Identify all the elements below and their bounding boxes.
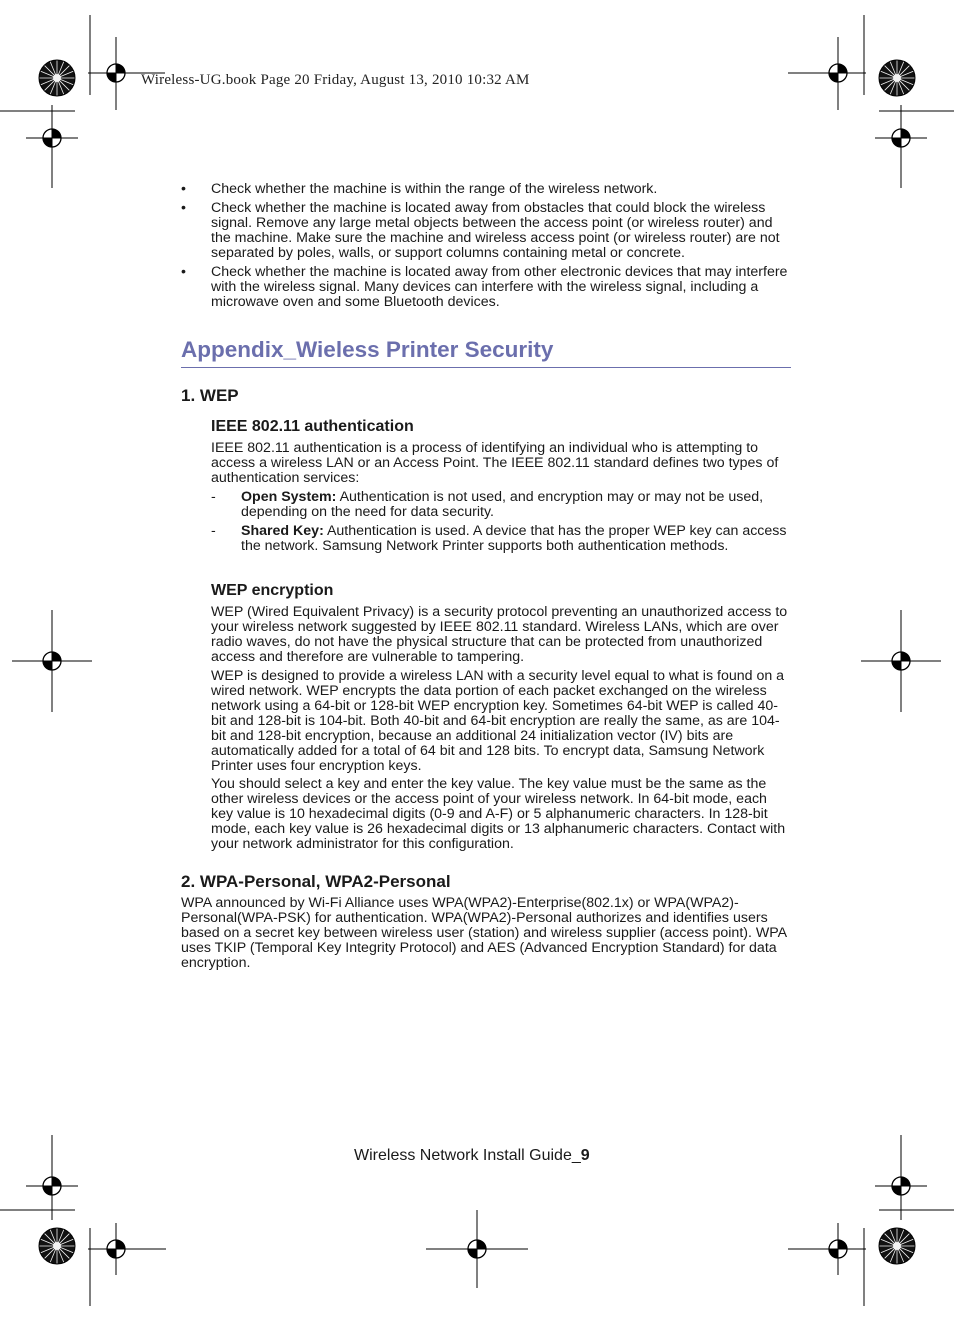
- intro-bullet-list: [181, 182, 791, 314]
- page-footer: [354, 1147, 590, 1165]
- list-item: [181, 201, 791, 261]
- wep-paragraph-3: You should select a key and enter the key value. The key value must be the same as the other wireless devices or the access point of your wireless network. In 64-bit mode, each key value is 10 hexadecimal digits (0-9 and A-F) or 5 alphanumeric characters. In 128-bit mode, each key value is 26 hexadecimal digits or 13 alphanumeric characters. Contact with your network administrator for this configuration.: [211, 776, 786, 852]
- term-open-system: Open System:: [241, 489, 337, 505]
- subheading-ieee-auth: IEEE 802.11 authentication: [211, 418, 414, 435]
- section-heading-wep: 1. WEP: [181, 386, 239, 405]
- list-item-text: Check whether the machine is located away from obstacles that could block the wireless signal. Remove any large metal objects between the access point (or wireless router) and the machine. Make sure the machine and wireless access point (or wireless router) are not separated by poles, walls, or support columns containing metal or concrete.: [211, 200, 780, 261]
- list-item: [211, 490, 791, 520]
- list-item-text: Check whether the machine is located away from other electronic devices that may interfere with the wireless signal. Many devices can interfere with the wireless signal, including a microwave oven and some Bluetooth devices.: [211, 264, 788, 310]
- wpa-paragraph: WPA announced by Wi-Fi Alliance uses WPA(WPA2)-Enterprise(802.1x) or WPA(WPA2)-Personal(WPA-PSK) for authentication. WPA(WPA2)-Personal authorizes and identifies users based on a secret key between wireless user (station) and wireless supplier (access point). WPA uses TKIP (Temporal Key Integrity Protocol) and AES (Advanced Encryption Standard) for data encryption.: [181, 895, 787, 971]
- auth-type-list: [211, 490, 791, 558]
- list-item: [211, 524, 791, 554]
- section-heading-wpa: 2. WPA-Personal, WPA2-Personal: [181, 872, 451, 891]
- bullet-marker: •: [181, 200, 186, 216]
- footer-label: Wireless Network Install Guide_: [354, 1147, 581, 1164]
- dash-marker: -: [211, 523, 216, 539]
- page-title: Appendix_Wieless Printer Security: [181, 336, 791, 368]
- bullet-marker: •: [181, 181, 186, 197]
- term-description: Authentication is used. A device that has the proper WEP key can access the network. Samsung Network Printer supports both authentication methods.: [241, 523, 787, 554]
- bullet-marker: •: [181, 264, 186, 280]
- wep-paragraph-2: WEP is designed to provide a wireless LAN with a security level equal to what is found on a wired network. WEP encrypts the data portion of each packet exchanged on the wireless network using a 64-bit or 128-bit WEP encryption key. Sometimes 64-bit WEP is called 40-bit and 128-bit is 104-bit. Both 40-bit and 64-bit encryption are really the same, as are 104-bit and 128-bit encryption, because an additional 24 initialization vector (IV) bits are automatically added for a total of 64 bit and 128 bits. To encrypt data, Samsung Network Printer uses four encryption keys.: [211, 668, 785, 774]
- term-description: Authentication is not used, and encryption may or may not be used, depending on the need for data security.: [241, 489, 764, 520]
- list-item-text: Check whether the machine is within the range of the wireless network.: [211, 181, 658, 197]
- page-number: 9: [580, 1147, 590, 1164]
- term-shared-key: Shared Key:: [241, 523, 324, 539]
- print-slug-header: Wireless-UG.book Page 20 Friday, August 13, 2010 10:32 AM: [141, 72, 530, 88]
- list-item: [181, 265, 791, 310]
- dash-marker: -: [211, 489, 216, 505]
- subheading-wep-encryption: WEP encryption: [211, 582, 334, 599]
- auth-paragraph: IEEE 802.11 authentication is a process of identifying an individual who is attempting to access a wireless LAN or an Access Point. The IEEE 802.11 standard defines two types of authentication services:: [211, 440, 779, 486]
- wep-paragraph-1: WEP (Wired Equivalent Privacy) is a security protocol preventing an unauthorized access to your wireless network suggested by IEEE 802.11 standard. Wireless LANs, which are over radio waves, do not have the physical structure that can be protected from unauthorized access and therefore are vulnerable to tampering.: [211, 604, 788, 665]
- list-item: [181, 182, 791, 197]
